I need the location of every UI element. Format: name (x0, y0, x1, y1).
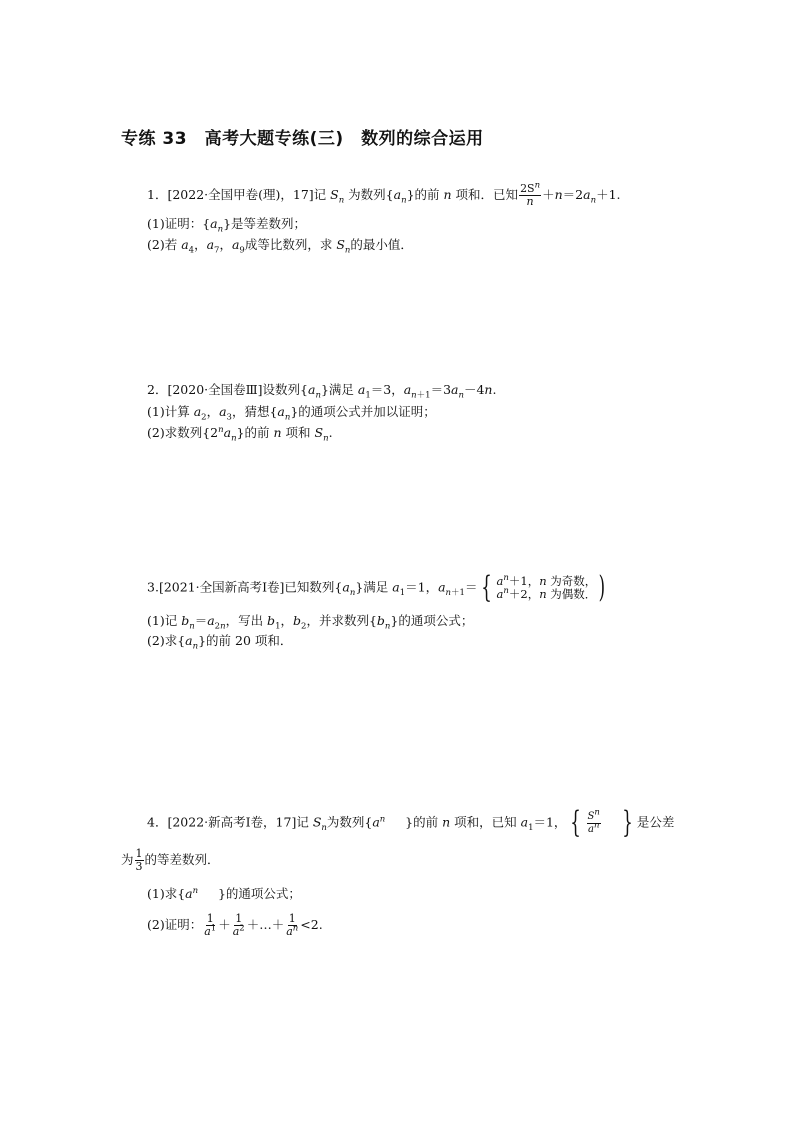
q3-piecewise: $a^n+1$，n 为奇数， $a^n+2$，n 为偶数． (496, 573, 597, 601)
q1-part1: (1)证明：$\{a_n\}$是等差数列； (147, 216, 307, 235)
q3-statement: 3.[2021·全国新高考Ⅰ卷]已知数列$\{a_n\}$满足 $a_1=1$，$a_{n+1}=$ { $a^n+1$，n 为奇数， $a^n+2$，n 为偶数． ) (147, 570, 606, 605)
left-brace: { (481, 570, 493, 605)
q4-statement: 4．[2022·新高考Ⅰ卷，17]记 $S_n$为数列{$a^n$ }的前 n 项和，已知 $a_1=1$， { $\frac{S^n}{a^n}$ } 是公差 (147, 805, 675, 840)
q4-source: [2022·新高考Ⅰ卷，17] (167, 814, 297, 830)
reciprocal-a2: $\frac{1}{a^2}$ (232, 912, 245, 938)
q4-fraction: $\frac{S^n}{a^n}$ (587, 807, 600, 835)
right-brace: ) (598, 570, 606, 605)
page-title: 专练 33 高考大题专练(三) 数列的综合运用 (121, 129, 484, 149)
q1-fraction: $\frac{2S^n}{n}$ (520, 180, 541, 208)
reciprocal-an: $\frac{1}{a^n}$ (286, 912, 299, 938)
left-brace: { (570, 805, 582, 840)
q2-statement: 2．[2020·全国卷Ⅲ]设数列$\{a_n\}$满足 $a_1=3$，$a_{n+1}=3a_n-4n$. (147, 382, 497, 401)
q3-part1: (1)记 $b_n=a_{2n}$，写出 $b_1$，$b_2$，并求数列$\{b_n\}$的通项公式； (147, 613, 474, 632)
one-third-fraction: $\frac{1}{3}$ (135, 847, 143, 873)
q4-statement-line2: 为 $\frac{1}{3}$ 的等差数列． (121, 847, 220, 873)
right-brace: } (622, 805, 633, 840)
q3-part2: (2)求$\{a_n\}$的前 20 项和． (147, 633, 293, 652)
q4-part1: (1)求{$a^n$ }的通项公式； (147, 885, 301, 901)
q1-source: [2022·全国甲卷(理)，17] (167, 187, 314, 202)
q2-source: [2020·全国卷Ⅲ] (167, 382, 263, 397)
q1-statement: 1．[2022·全国甲卷(理)，17]记 $S_n$ 为数列$\{a_n\}$的前 n 项和．已知 $\frac{2S^n}{n}$ $+n=2a_n+1$. (147, 180, 621, 208)
reciprocal-a1: $\frac{1}{a^1}$ (204, 912, 217, 938)
q3-source: [2021·全国新高考Ⅰ卷] (158, 579, 285, 595)
q4-part2: (2)证明： $\frac{1}{a^1}$ ＋ $\frac{1}{a^2}$ ＋…＋ $\frac{1}{a^n}$ <2. (147, 912, 323, 938)
q2-part1: (1)计算 $a_2$，$a_3$，猜想$\{a_n\}$的通项公式并加以证明； (147, 404, 436, 423)
q1-part2: (2)若 $a_4$，$a_7$，$a_9$成等比数列，求 $S_n$的最小值． (147, 237, 413, 256)
q2-part2: (2)求数列$\{2^na_n\}$的前 n 项和 $S_n$. (147, 424, 333, 444)
